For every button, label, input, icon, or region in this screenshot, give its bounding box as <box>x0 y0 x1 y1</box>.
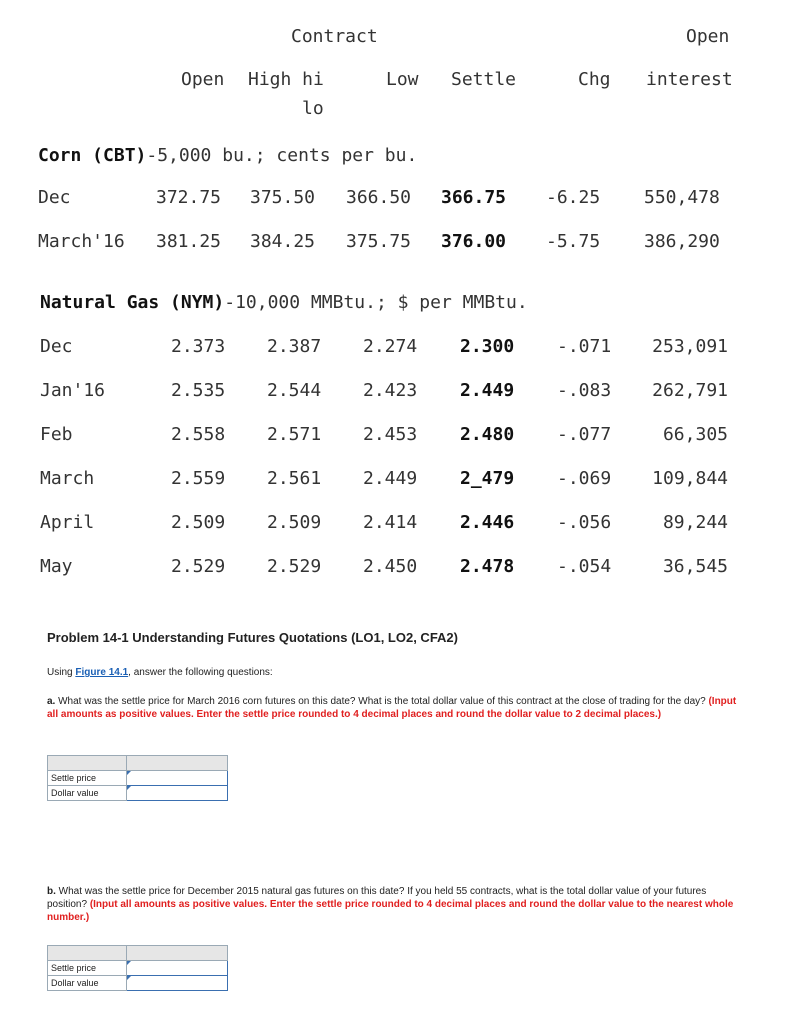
gas-chg: -.083 <box>557 380 612 401</box>
gas-chg: -.054 <box>557 556 612 577</box>
figure-link[interactable]: Figure 14.1 <box>75 667 129 678</box>
answer-table-a <box>47 755 228 801</box>
table-row <box>48 771 228 786</box>
header-cell <box>127 946 228 961</box>
question-a <box>47 695 747 721</box>
gas-chg: -.077 <box>557 424 612 445</box>
gas-high: 2.561 <box>267 468 322 489</box>
gas-high: 2.529 <box>267 556 322 577</box>
gas-low: 2.449 <box>363 468 418 489</box>
gas-settle: 2_479 <box>460 468 515 489</box>
gas-open: 2.529 <box>171 556 226 577</box>
gas-month: May <box>40 556 73 577</box>
gas-oi: 253,091 <box>652 336 728 357</box>
gas-oi: 66,305 <box>662 424 728 445</box>
gas-low: 2.274 <box>363 336 418 357</box>
corn-settle: 366.75 <box>441 187 507 208</box>
gas-oi: 36,545 <box>662 556 728 577</box>
dollar-value-label: Dollar value <box>48 976 127 991</box>
gas-month: April <box>40 512 95 533</box>
gas-chg: -.071 <box>557 336 612 357</box>
header-open-top: Open <box>686 26 730 47</box>
header-low: Low <box>386 69 419 90</box>
question-b-instruction: (Input all amounts as positive values. Enter the settle price rounded to 4 decimal places and round the dollar value to the nearest whole number.) <box>47 899 734 923</box>
gas-high: 2.387 <box>267 336 322 357</box>
header-interest: interest <box>646 69 733 90</box>
header-lo: lo <box>302 98 324 119</box>
answer-table-header <box>48 946 228 961</box>
gas-month: March <box>40 468 95 489</box>
gas-chg: -.069 <box>557 468 612 489</box>
header-chg: Chg <box>578 69 611 90</box>
gas-low: 2.450 <box>363 556 418 577</box>
header-cell <box>127 756 228 771</box>
table-row <box>48 786 228 801</box>
corn-chg: -5.75 <box>546 231 601 252</box>
gas-high: 2.571 <box>267 424 322 445</box>
gas-open: 2.535 <box>171 380 226 401</box>
question-a-label: a. <box>47 696 56 707</box>
question-a-instruction: (Input all amounts as positive values. Enter the settle price rounded to 4 decimal places and round the dollar value to 2 decimal places.) <box>47 696 737 720</box>
gas-high: 2.544 <box>267 380 322 401</box>
gas-month: Feb <box>40 424 73 445</box>
answer-table-b <box>47 945 228 991</box>
gas-subtitle: -10,000 MMBtu.; $ per MMBtu. <box>224 292 528 313</box>
dollar-value-input[interactable] <box>127 786 228 801</box>
gas-title: Natural Gas (NYM) <box>40 292 225 313</box>
question-a-text: What was the settle price for March 2016 corn futures on this date? What is the total dollar value of this contract at the close of trading for the day? <box>55 696 709 707</box>
corn-high: 384.25 <box>250 231 316 252</box>
gas-open: 2.509 <box>171 512 226 533</box>
corn-chg: -6.25 <box>546 187 601 208</box>
corn-low: 375.75 <box>346 231 412 252</box>
gas-open: 2.559 <box>171 468 226 489</box>
corn-subtitle: -5,000 bu.; cents per bu. <box>146 145 418 166</box>
dollar-value-input[interactable] <box>127 976 228 991</box>
corn-high: 375.50 <box>250 187 316 208</box>
table-row <box>48 961 228 976</box>
dollar-value-label: Dollar value <box>48 786 127 801</box>
header-settle: Settle <box>451 69 517 90</box>
gas-heading <box>40 292 528 313</box>
question-b-text: What was the settle price for December 2015 natural gas futures on this date? If you held 55 contracts, what is the total dollar value of your futures position? <box>47 886 707 910</box>
header-open: Open <box>181 69 225 90</box>
gas-settle: 2.449 <box>460 380 515 401</box>
corn-month: March'16 <box>38 231 125 252</box>
gas-settle: 2.446 <box>460 512 515 533</box>
problem-intro <box>47 667 273 678</box>
gas-low: 2.414 <box>363 512 418 533</box>
corn-open: 372.75 <box>156 187 222 208</box>
corn-low: 366.50 <box>346 187 412 208</box>
corn-oi: 386,290 <box>644 231 720 252</box>
problem-title: Problem 14-1 Understanding Futures Quotations (LO1, LO2, CFA2) <box>47 630 458 645</box>
settle-price-input[interactable] <box>127 771 228 786</box>
gas-settle: 2.480 <box>460 424 515 445</box>
header-contract: Contract <box>291 26 378 47</box>
gas-low: 2.423 <box>363 380 418 401</box>
settle-price-label: Settle price <box>48 771 127 786</box>
gas-month: Jan'16 <box>40 380 106 401</box>
gas-chg: -.056 <box>557 512 612 533</box>
gas-high: 2.509 <box>267 512 322 533</box>
intro-post: , answer the following questions: <box>128 667 273 678</box>
gas-oi: 262,791 <box>652 380 728 401</box>
gas-low: 2.453 <box>363 424 418 445</box>
settle-price-label: Settle price <box>48 961 127 976</box>
header-cell <box>48 946 127 961</box>
gas-oi: 89,244 <box>662 512 728 533</box>
question-b-label: b. <box>47 886 56 897</box>
corn-heading <box>38 145 417 166</box>
corn-title: Corn (CBT) <box>38 145 147 166</box>
table-row <box>48 976 228 991</box>
corn-month: Dec <box>38 187 71 208</box>
corn-settle: 376.00 <box>441 231 507 252</box>
gas-month: Dec <box>40 336 73 357</box>
answer-table-header <box>48 756 228 771</box>
gas-settle: 2.300 <box>460 336 515 357</box>
question-b <box>47 885 747 924</box>
intro-pre: Using <box>47 667 76 678</box>
header-cell <box>48 756 127 771</box>
header-high: High hi <box>248 69 324 90</box>
gas-oi: 109,844 <box>652 468 728 489</box>
gas-open: 2.373 <box>171 336 226 357</box>
settle-price-input[interactable] <box>127 961 228 976</box>
gas-settle: 2.478 <box>460 556 515 577</box>
gas-open: 2.558 <box>171 424 226 445</box>
corn-open: 381.25 <box>156 231 222 252</box>
corn-oi: 550,478 <box>644 187 720 208</box>
